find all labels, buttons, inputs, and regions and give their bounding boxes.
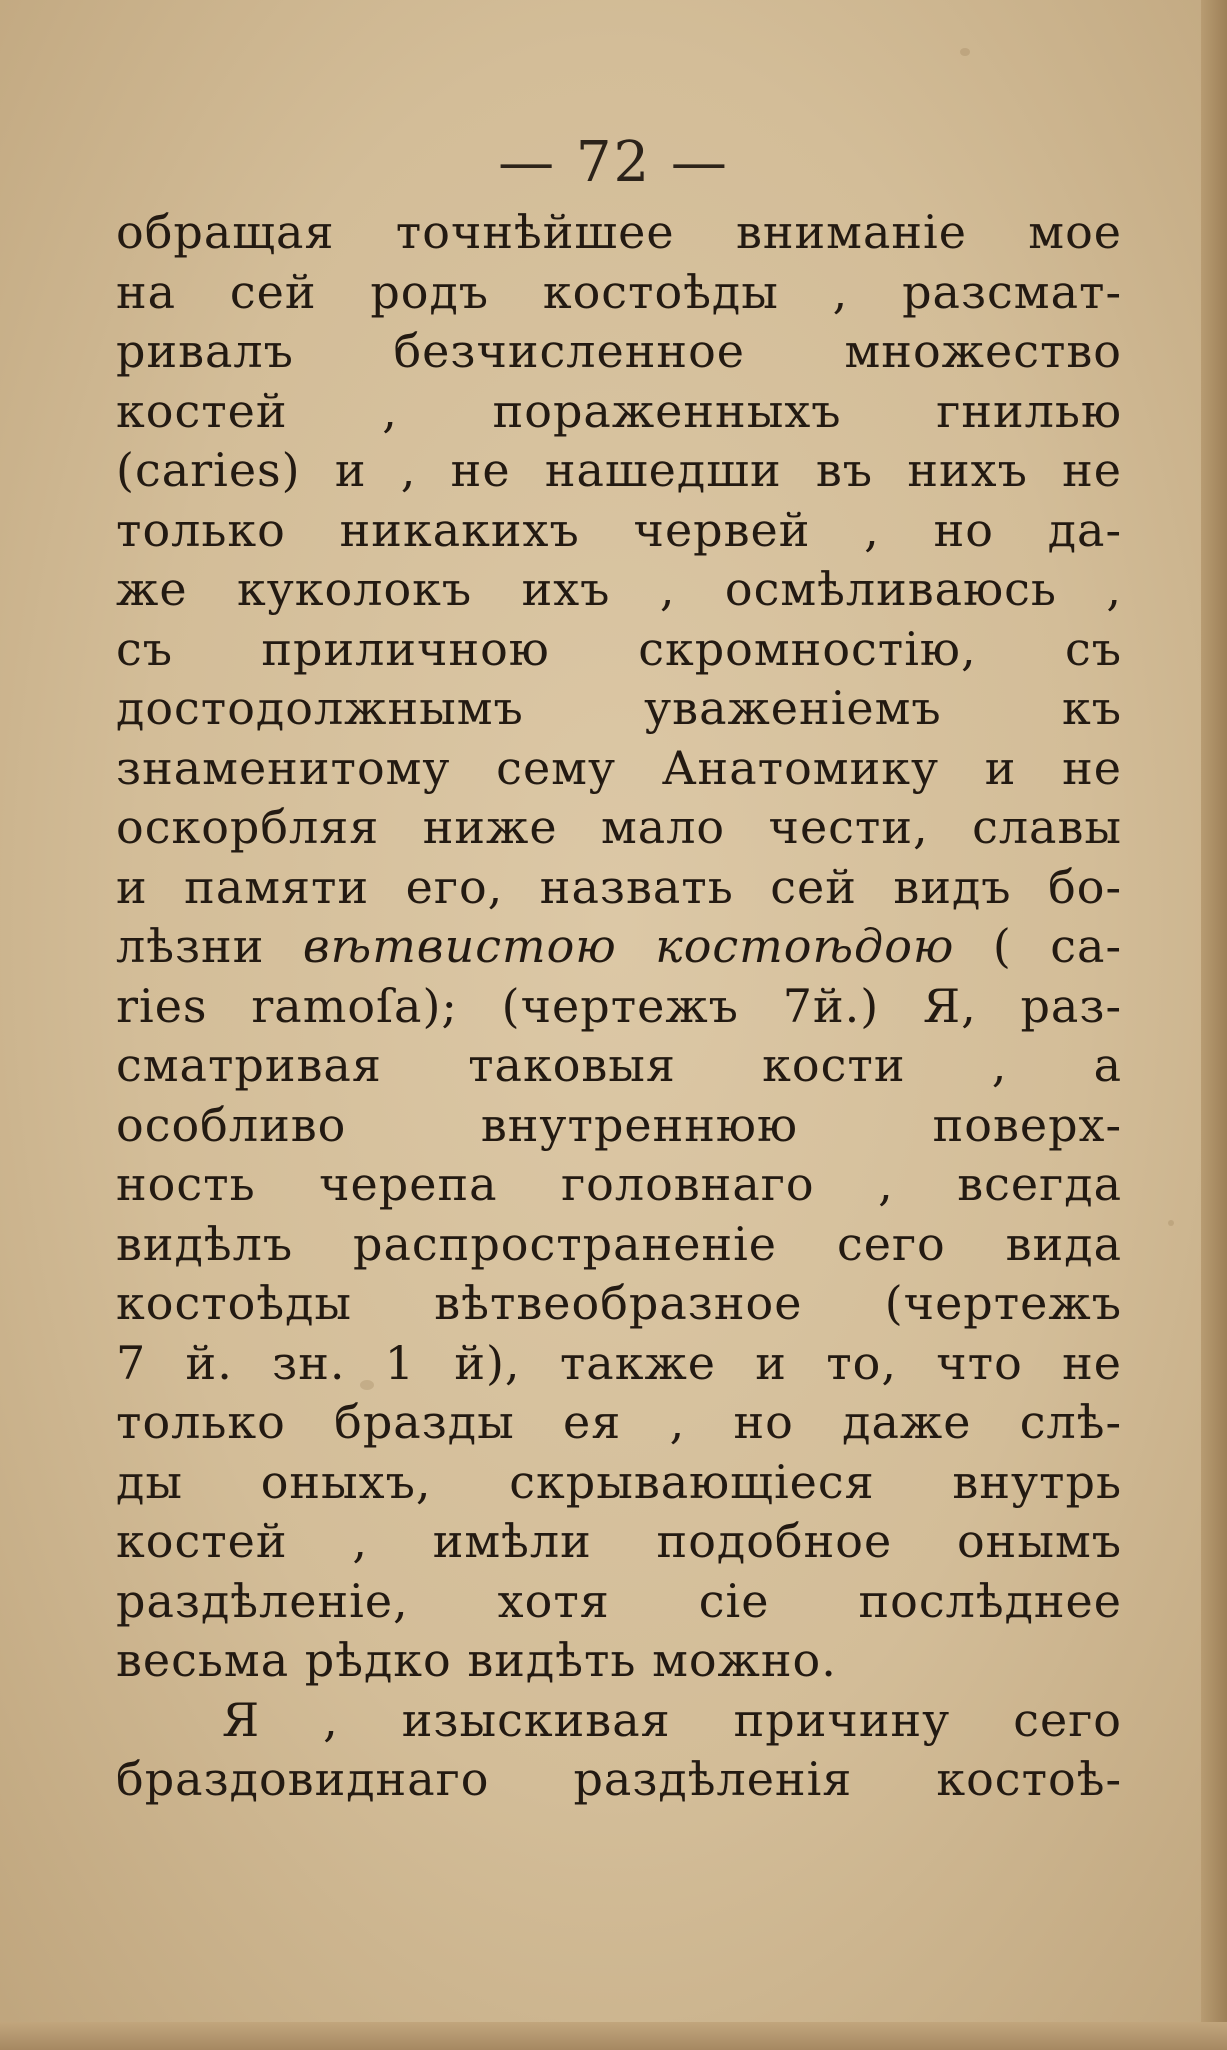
text-line-mixed	[116, 917, 1122, 977]
text-line: костей , пораженныхъ гнилью	[116, 383, 1122, 438]
text-segment: лѣзни	[116, 919, 265, 973]
text-line: съ приличною скромностію, съ	[116, 621, 1122, 676]
text-line: знаменитому сему Анатомику и не	[116, 740, 1122, 795]
text-line: сматривая таковыя кости , а	[116, 1038, 1122, 1092]
text-line: видѣлъ распространеніе сего вида	[116, 1216, 1122, 1271]
text-line: на сей родъ костоѣды , разсмат-	[116, 264, 1122, 319]
page-edge-right	[1201, 0, 1227, 2050]
text-line: ries ramoſa); (чертежъ 7й.) Я, раз-	[116, 978, 1122, 1033]
text-line: особливо внутреннюю поверх-	[116, 1097, 1122, 1152]
text-line: костоѣды вѣтвеобразное (чертежъ	[116, 1276, 1122, 1330]
body-text	[116, 203, 1122, 1810]
text-line: ривалъ безчисленное множество	[116, 324, 1122, 378]
text-line: ды оныхъ, скрывающіеся внутрь	[116, 1454, 1122, 1509]
paper-stain	[1168, 1220, 1174, 1226]
text-line: ность черепа головнаго , всегда	[116, 1157, 1122, 1211]
text-line: браздовиднаго раздѣленія костоѣ-	[116, 1752, 1122, 1806]
text-line: 7 й. зн. 1 й), также и то, что не	[116, 1335, 1122, 1390]
text-line: обращая точнѣйшее вниманіе мое	[116, 205, 1122, 259]
italic-term: вѣтвистою костоѣдою	[302, 919, 955, 973]
page-number: — 72 —	[498, 130, 729, 195]
text-line: только никакихъ червей , но да-	[116, 502, 1122, 557]
text-segment: ( ca-	[992, 919, 1122, 973]
text-line-paragraph-start: Я , изыскивая причину сего	[222, 1692, 1122, 1747]
text-line: костей , имѣли подобное онымъ	[116, 1514, 1122, 1568]
text-line: же куколокъ ихъ , осмѣливаюсь ,	[116, 562, 1122, 616]
text-line-paragraph-end: весьма рѣдко видѣть можно.	[116, 1633, 837, 1687]
text-line: раздѣленіе, хотя сіе послѣднее	[116, 1573, 1122, 1628]
text-line: (caries) и , не нашедши въ нихъ не	[116, 443, 1122, 497]
paper-stain	[960, 48, 970, 56]
text-line: и памяти его, назвать сей видъ бо-	[116, 859, 1122, 914]
text-line: достодолжнымъ уваженіемъ къ	[116, 681, 1122, 735]
page-edge-bottom	[0, 2022, 1227, 2050]
text-line: только бразды ея , но даже слѣ-	[116, 1395, 1122, 1449]
text-line: оскорбляя ниже мало чести, славы	[116, 800, 1122, 854]
